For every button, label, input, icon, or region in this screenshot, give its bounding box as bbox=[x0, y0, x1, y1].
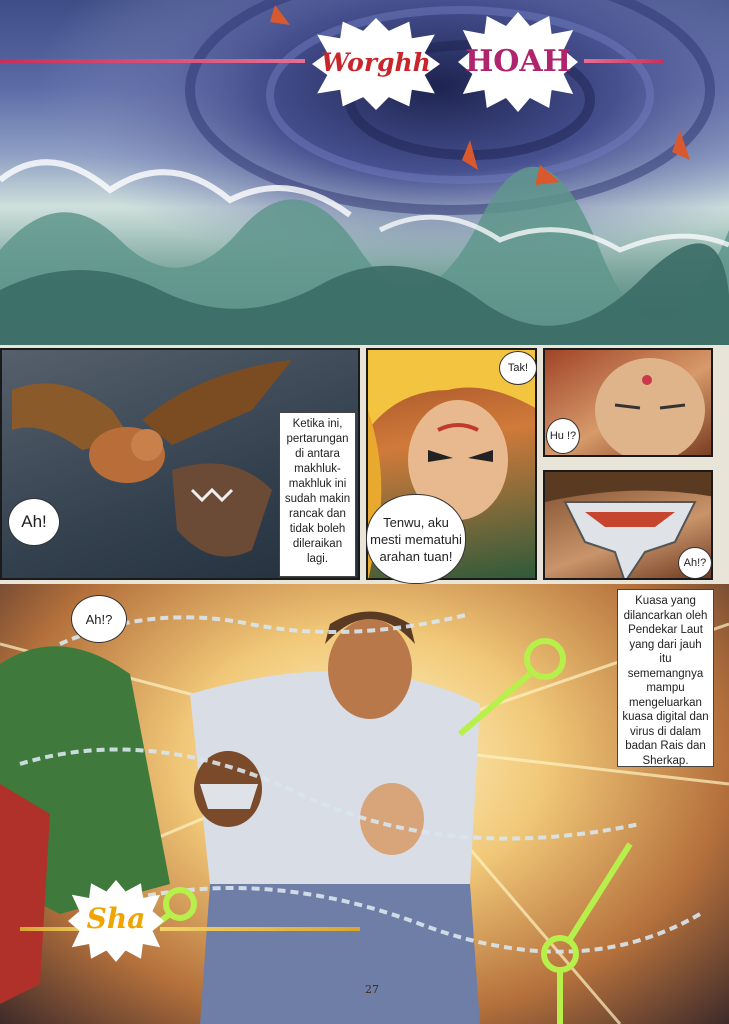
speed-line bbox=[0, 59, 305, 63]
hair bbox=[545, 472, 713, 502]
speech-bubble: Hu !? bbox=[546, 418, 580, 454]
fighter-head bbox=[360, 783, 424, 855]
speech-bubble: Tak! bbox=[499, 351, 537, 385]
speech-bubble: Ah! bbox=[8, 498, 60, 546]
creature-jaw bbox=[172, 463, 272, 556]
speed-line bbox=[584, 59, 664, 63]
forehead-gem bbox=[642, 375, 652, 385]
bat-head bbox=[131, 429, 163, 461]
narration-caption: Ketika ini, pertarungan di antara makhluk-makhluk ini sudah makin rancak dan tidak boleh dileraikan lagi. bbox=[279, 412, 356, 577]
speech-bubble: Ah!? bbox=[71, 595, 127, 643]
speech-bubble: Tenwu, aku mesti mematuhi arahan tuan! bbox=[366, 494, 466, 584]
sfx-worghh: Worghh bbox=[321, 48, 431, 77]
speed-line bbox=[160, 927, 360, 931]
red-garment bbox=[0, 784, 50, 1004]
sfx-hoah: HOAH bbox=[464, 44, 572, 79]
speech-bubble: Ah!? bbox=[678, 547, 712, 579]
face bbox=[595, 358, 705, 457]
big-man-head bbox=[328, 619, 412, 719]
bat-wing bbox=[142, 360, 292, 445]
jeans bbox=[200, 884, 480, 1024]
narration-caption: Kuasa yang dilancarkan oleh Pendekar Laut yang dari jauh itu sememangnya mampu mengeluarkan kuasa digital dan virus di dalam badan Rais dan Sherkap. bbox=[617, 589, 714, 767]
sfx-sha: Sha bbox=[86, 902, 146, 935]
masked-fighter-visor bbox=[200, 784, 258, 809]
page-number: 27 bbox=[365, 983, 379, 996]
